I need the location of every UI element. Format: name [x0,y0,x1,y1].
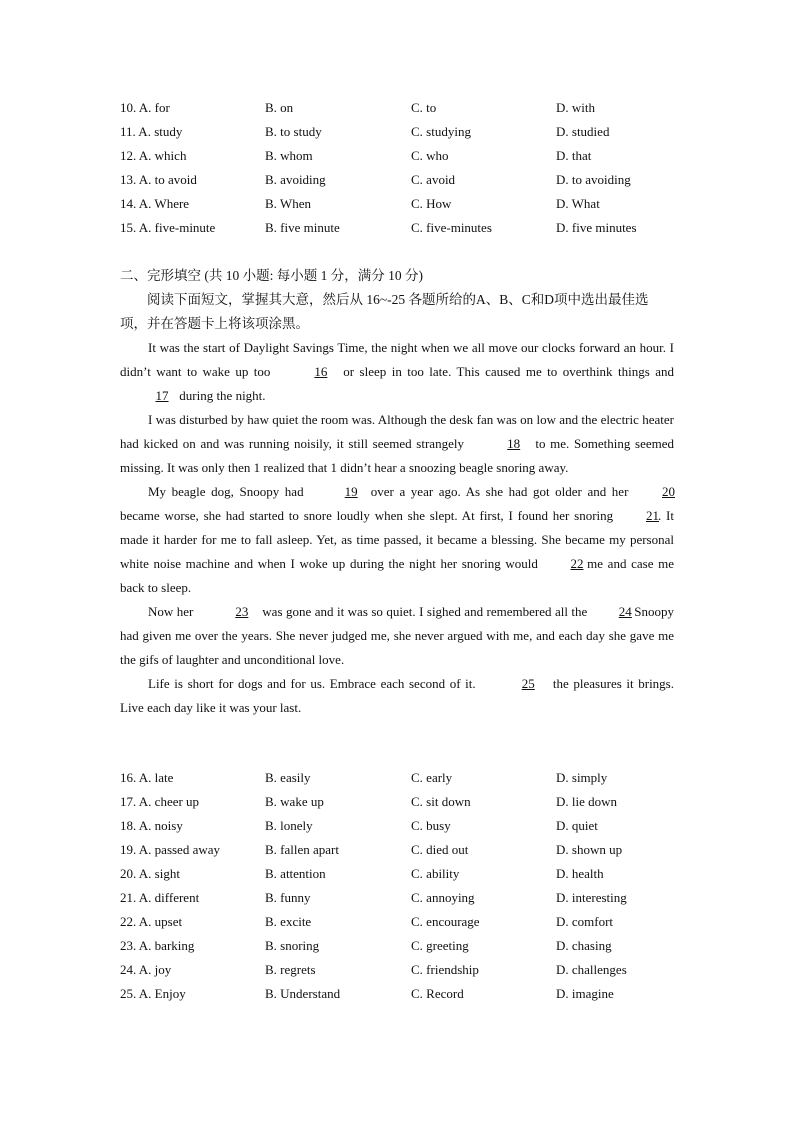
question-row-12 [120,144,680,168]
option-b: B. avoiding [265,172,326,187]
option-b: B. funny [265,890,311,905]
option-d: D. five minutes [556,220,637,235]
passage-text: Now her [148,604,197,619]
option-d: D. lie down [556,794,618,809]
option-b: B. five minute [265,220,340,235]
option-a: 15. A. five-minute [120,220,216,235]
question-row-18 [120,814,680,838]
option-a: 25. A. Enjoy [120,986,186,1001]
passage-text: during the night. [176,388,266,403]
passage-text: Life is short for dogs and for us. Embrace each second of it. [148,676,481,691]
option-b: B. whom [265,148,313,163]
option-a: 18. A. noisy [120,818,183,833]
blank-18: 18 [507,436,521,451]
option-c: C. who [411,148,449,163]
blank-19: 19 [344,484,358,499]
passage-text: over a year ago. As she had got older and her [365,484,634,499]
option-b: B. When [265,196,311,211]
blank-22: 22 [570,556,584,571]
paragraph-5 [120,672,674,720]
option-c: C. five-minutes [411,220,492,235]
passage-text: It was the start of Daylight Savings Time, the night when we all move our clocks forward an hour. I didn’t want to wake up too [120,340,674,379]
options-16-25 [120,766,680,1006]
blank-16: 16 [314,364,328,379]
option-c: C. to [411,100,437,115]
option-d: D. studied [556,124,610,139]
option-b: B. wake up [265,794,324,809]
option-c: C. died out [411,842,469,857]
option-a: 24. A. joy [120,962,172,977]
option-c: C. studying [411,124,471,139]
cloze-passage [120,336,674,720]
option-a: 14. A. Where [120,196,190,211]
question-row-16 [120,766,680,790]
option-a: 21. A. different [120,890,200,905]
option-c: C. friendship [411,962,479,977]
blank-23: 23 [235,604,249,619]
option-c: C. encourage [411,914,480,929]
option-a: 11. A. study [120,124,183,139]
passage-text: My beagle dog, Snoopy had [148,484,310,499]
option-a: 22. A. upset [120,914,183,929]
option-b: B. Understand [265,986,341,1001]
question-row-25 [120,982,680,1006]
passage-text: . It made it harder for me to fall asleep. Yet, as time passed, it became a blessing. She became my personal white noise machine and when I woke up during the night her snoring would [120,508,674,571]
blank-17: 17 [155,388,169,403]
option-d: D. that [556,148,592,163]
question-row-23 [120,934,680,958]
option-b: B. attention [265,866,326,881]
passage-text: to me. Something seemed missing. It was only then 1 realized that 1 didn’t hear a snoozing beagle snoring away. [120,436,674,475]
question-row-13 [120,168,680,192]
option-d: D. comfort [556,914,614,929]
option-d: D. simply [556,770,608,785]
option-c: C. Record [411,986,464,1001]
section-instruction: 阅读下面短文，掌握其大意，然后从 16~-25 各题所给的A、B、C和D项中选出最佳选项，并在答题卡上将该项涂黑。 [120,292,649,331]
passage-text: Snoopy had given me over the years. She never judged me, she never argued with me, and each day she gave me the gifs of laughter and unconditional love. [120,604,674,667]
option-a: 10. A. for [120,100,170,115]
option-b: B. on [265,100,294,115]
question-row-15 [120,216,680,240]
question-row-17 [120,790,680,814]
question-row-10 [120,96,680,120]
option-c: C. busy [411,818,451,833]
passage-text: became worse, she had started to snore loudly when she slept. At first, I found her snoring [120,508,618,523]
option-d: D. chasing [556,938,612,953]
option-d: D. health [556,866,604,881]
option-a: 16. A. late [120,770,174,785]
passage-text: was gone and it was so quiet. I sighed and remembered all the [258,604,591,619]
option-d: D. challenges [556,962,627,977]
passage-text: or sleep in too late. This caused me to overthink things and [337,364,674,379]
option-a: 20. A. sight [120,866,180,881]
option-a: 13. A. to avoid [120,172,197,187]
paragraph-1 [120,336,674,408]
passage-text: me and case me back to sleep. [120,556,674,595]
option-d: D. quiet [556,818,598,833]
option-d: D. interesting [556,890,627,905]
options-10-15 [120,96,680,240]
option-b: B. easily [265,770,311,785]
option-b: B. lonely [265,818,313,833]
option-c: C. annoying [411,890,475,905]
option-c: C. greeting [411,938,469,953]
option-a: 19. A. passed away [120,842,221,857]
blank-24: 24 [618,604,632,619]
paragraph-2 [120,408,674,480]
question-row-14 [120,192,680,216]
option-c: C. early [411,770,453,785]
blank-21: 21 [645,508,659,523]
blank-25: 25 [521,676,535,691]
option-c: C. sit down [411,794,471,809]
option-b: B. fallen apart [265,842,339,857]
option-b: B. excite [265,914,312,929]
option-d: D. imagine [556,986,614,1001]
option-b: B. snoring [265,938,320,953]
option-a: 12. A. which [120,148,187,163]
passage-text: the pleasures it brings. Live each day like it was your last. [120,676,674,715]
option-b: B. regrets [265,962,316,977]
option-c: C. avoid [411,172,456,187]
question-row-20 [120,862,680,886]
paragraph-3 [120,480,674,600]
option-c: C. ability [411,866,460,881]
option-a: 23. A. barking [120,938,195,953]
blank-20: 20 [662,484,675,499]
option-b: B. to study [265,124,322,139]
question-row-19 [120,838,680,862]
option-c: C. How [411,196,452,211]
question-row-11 [120,120,680,144]
option-d: D. to avoiding [556,172,631,187]
section-title: 二、完形填空 (共 10 小题: 每小题 1 分，满分 10 分) [120,268,423,283]
question-row-24 [120,958,680,982]
question-row-22 [120,910,680,934]
option-a: 17. A. cheer up [120,794,200,809]
paragraph-4 [120,600,674,672]
option-d: D. shown up [556,842,623,857]
passage-text: I was disturbed by haw quiet the room was. Although the desk fan was on low and the electric heater had kicked on and was running noisily, it still seemed strangely [120,412,674,451]
question-row-21 [120,886,680,910]
option-d: D. with [556,100,595,115]
option-d: D. What [556,196,600,211]
